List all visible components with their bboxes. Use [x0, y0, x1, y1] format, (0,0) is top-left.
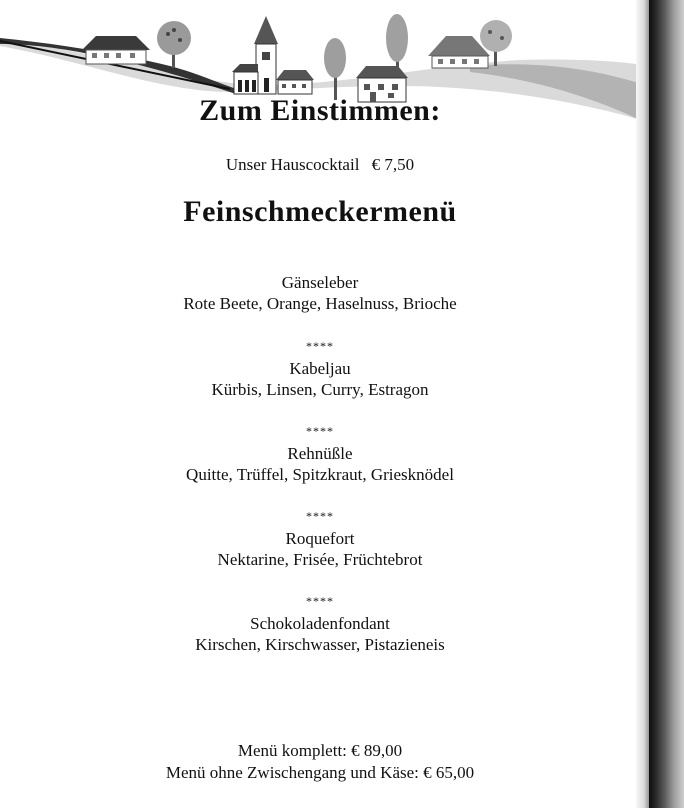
course-name: Kabeljau	[289, 359, 351, 378]
course-description: Kirschen, Kirschwasser, Pistazieneis	[195, 635, 445, 654]
page-edge-shadow	[636, 0, 650, 808]
course-separator: ****	[306, 509, 334, 523]
house-middle	[276, 70, 314, 94]
course-separator: ****	[306, 339, 334, 353]
farmhouse-left	[82, 36, 150, 64]
aperitif-price: € 7,50	[371, 155, 415, 174]
course-description: Kürbis, Linsen, Curry, Estragon	[211, 380, 429, 399]
course-name: Rehnüßle	[287, 444, 353, 463]
course-name: Schokoladenfondant	[250, 614, 390, 633]
page-title: Zum Einstimmen:	[199, 94, 441, 127]
course-description: Rote Beete, Orange, Haselnuss, Brioche	[183, 294, 457, 313]
course-separator: ****	[306, 594, 334, 608]
price-reduced: Menü ohne Zwischengang und Käse: € 65,00	[165, 763, 475, 782]
course-name: Roquefort	[285, 529, 355, 548]
course-description: Nektarine, Frisée, Früchtebrot	[217, 550, 423, 569]
aperitif-line	[0, 155, 640, 175]
course-description: Quitte, Trüffel, Spitzkraut, Griesknödel	[186, 465, 454, 484]
aperitif-name: Unser Hauscocktail	[225, 155, 360, 174]
tree-middle	[324, 38, 346, 100]
price-complete: Menü komplett: € 89,00	[237, 741, 403, 760]
menu-binding-spine	[649, 0, 684, 808]
course-separator: ****	[306, 424, 334, 438]
course-name: Gänseleber	[281, 273, 359, 292]
menu-title: Feinschmeckermenü	[183, 195, 457, 228]
